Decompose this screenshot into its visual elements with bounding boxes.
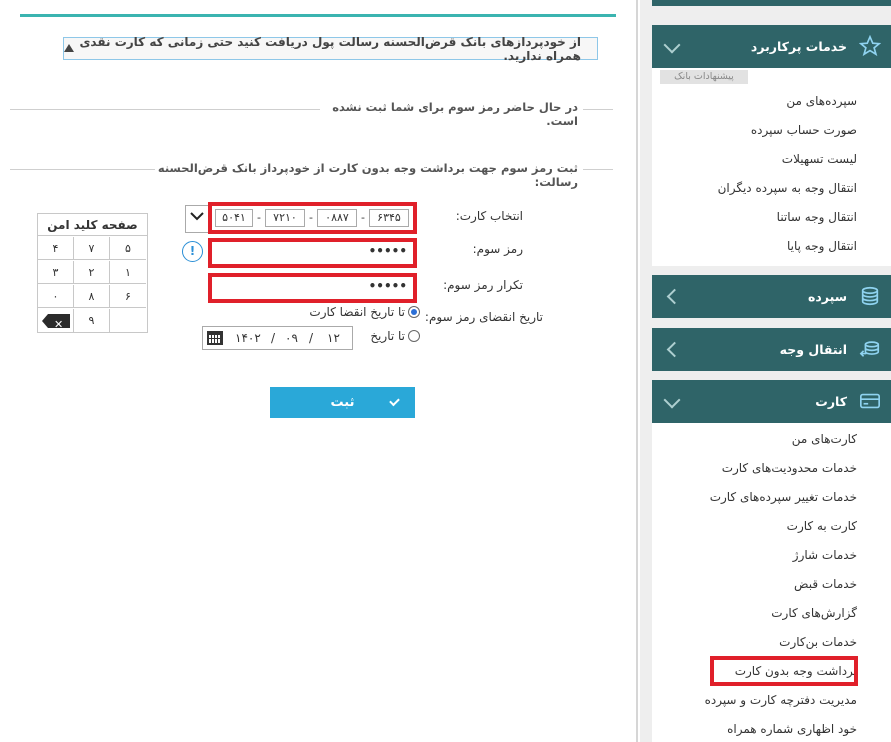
keypad-key[interactable]: ۴ xyxy=(38,237,74,260)
pin-confirm-value: ••••• xyxy=(368,279,407,293)
top-rule xyxy=(20,14,616,17)
card-number-select[interactable] xyxy=(208,202,417,234)
calendar-icon[interactable] xyxy=(207,331,223,345)
radio-custom-date-label: تا تاریخ xyxy=(370,329,405,343)
panel-divider xyxy=(636,0,638,742)
sidebar-top-bar xyxy=(652,0,891,6)
status-message: در حال حاضر رمز سوم برای شما ثبت نشده است. xyxy=(332,100,578,128)
keypad-key[interactable]: ۰ xyxy=(38,285,74,308)
divider xyxy=(10,169,155,170)
sidebar-item[interactable]: گزارش‌های کارت xyxy=(771,606,857,620)
sidebar-section-label: کارت xyxy=(815,394,847,409)
card-segment-1: ۶۳۴۵ xyxy=(369,209,409,227)
card-segment-2: ۰۸۸۷ xyxy=(317,209,357,227)
keypad-key[interactable]: ۶ xyxy=(110,285,146,308)
pin-confirm-input[interactable] xyxy=(208,273,417,303)
radio-button[interactable] xyxy=(408,330,420,342)
selected-item-highlight xyxy=(710,656,858,686)
sidebar-item[interactable]: انتقال وجه پایا xyxy=(786,239,857,253)
section-title: ثبت رمز سوم جهت برداشت وجه بدون کارت از خودپرداز بانک قرض‌الحسنه رسالت: xyxy=(157,161,578,189)
transfer-icon xyxy=(859,338,881,360)
keypad-key[interactable]: ۷ xyxy=(74,237,110,260)
backspace-icon: ✕ xyxy=(48,314,70,328)
pin-confirm-label: تکرار رمز سوم: xyxy=(443,278,523,292)
card-select-label: انتخاب کارت: xyxy=(455,209,523,223)
keypad-backspace-key[interactable] xyxy=(38,309,74,332)
pin-label: رمز سوم: xyxy=(472,242,523,256)
radio-card-expiry-label: تا تاریخ انقضا کارت xyxy=(309,305,405,319)
sidebar-item[interactable]: خود اظهاری شماره همراه xyxy=(727,722,857,736)
divider xyxy=(10,109,320,110)
sidebar-item[interactable]: صورت حساب سپرده xyxy=(750,123,857,137)
sidebar-item[interactable]: انتقال وجه به سپرده دیگران xyxy=(717,181,857,195)
chevron-down-icon[interactable] xyxy=(666,394,680,408)
sidebar-section-card[interactable] xyxy=(652,380,891,423)
sidebar-section-frequent[interactable] xyxy=(652,25,891,68)
date-separator: / xyxy=(309,331,314,345)
bank-suggestions-tag[interactable]: پیشنهادات بانک xyxy=(660,70,748,84)
coins-icon xyxy=(859,285,881,307)
sidebar-item[interactable]: خدمات شارژ xyxy=(792,548,857,562)
check-icon xyxy=(388,387,402,418)
keypad-key[interactable]: ۲ xyxy=(74,261,110,284)
date-day: ۱۲ xyxy=(327,331,340,345)
sidebar-item[interactable]: خدمات بن‌کارت xyxy=(779,635,857,649)
sidebar-section-label: سپرده xyxy=(808,289,847,304)
date-separator: / xyxy=(271,331,276,345)
chevron-down-icon[interactable] xyxy=(666,39,680,53)
sidebar-item[interactable]: کارت‌های من xyxy=(791,432,857,446)
chevron-left-icon[interactable] xyxy=(666,289,680,303)
star-icon xyxy=(859,35,881,57)
keypad-key[interactable]: ۹ xyxy=(74,309,110,332)
sidebar-section-transfer[interactable] xyxy=(652,328,891,371)
card-separator: - xyxy=(257,211,261,224)
pin-value: ••••• xyxy=(368,244,407,258)
sidebar-item[interactable]: خدمات قبض xyxy=(794,577,857,591)
keypad-key[interactable] xyxy=(110,309,146,332)
pin-input[interactable] xyxy=(208,238,417,268)
chevron-down-icon[interactable] xyxy=(188,207,206,225)
info-icon[interactable]: ! xyxy=(182,241,203,262)
radio-custom-date[interactable] xyxy=(355,329,420,343)
expiry-label: تاریخ انقضای رمز سوم: xyxy=(424,310,543,324)
sidebar-item-cardless-withdrawal[interactable]: برداشت وجه بدون کارت xyxy=(734,664,857,678)
date-input[interactable] xyxy=(202,326,353,350)
sidebar-item[interactable]: خدمات تغییر سپرده‌های کارت xyxy=(709,490,857,504)
chevron-left-icon[interactable] xyxy=(666,342,680,356)
sidebar-item[interactable]: کارت به کارت xyxy=(786,519,857,533)
collapse-arrow-icon[interactable] xyxy=(61,42,74,55)
submit-label: ثبت xyxy=(330,395,355,410)
sidebar-section-label: انتقال وجه xyxy=(779,342,847,357)
date-year: ۱۴۰۲ xyxy=(235,331,261,345)
card-segment-4: ۵۰۴۱ xyxy=(215,209,253,227)
card-segment-3: ۷۲۱۰ xyxy=(265,209,305,227)
notice-text: از خودپردازهای بانک قرض‌الحسنه رسالت پول دریافت کنید حتی زمانی که کارت نقدی همراه ندارید. xyxy=(79,34,581,63)
date-month: ۰۹ xyxy=(285,331,298,345)
sidebar-item[interactable]: مدیریت دفترچه کارت و سپرده xyxy=(704,693,857,707)
keypad-title: صفحه کلید امن xyxy=(38,214,147,236)
radio-card-expiry[interactable] xyxy=(300,305,420,319)
submit-button[interactable] xyxy=(270,387,415,418)
sidebar-item[interactable]: سپرده‌های من xyxy=(786,94,857,108)
card-separator: - xyxy=(361,211,365,224)
sidebar-section-label: خدمات پرکاربرد xyxy=(750,39,847,54)
sidebar xyxy=(640,0,891,742)
sidebar-item[interactable]: خدمات محدودیت‌های کارت xyxy=(721,461,857,475)
radio-button-checked[interactable] xyxy=(408,306,420,318)
sidebar-list-card xyxy=(652,423,891,742)
divider xyxy=(583,169,613,170)
sidebar-section-deposit[interactable] xyxy=(652,275,891,318)
sidebar-list-frequent xyxy=(652,68,891,266)
keypad-key[interactable]: ۵ xyxy=(110,237,146,260)
divider xyxy=(583,109,613,110)
card-separator: - xyxy=(309,211,313,224)
secure-keypad xyxy=(37,213,148,333)
notice-banner[interactable] xyxy=(63,34,598,63)
sidebar-item[interactable]: لیست تسهیلات xyxy=(781,152,857,166)
sidebar-item[interactable]: انتقال وجه ساتنا xyxy=(776,210,857,224)
credit-card-icon xyxy=(859,390,881,412)
keypad-key[interactable]: ۳ xyxy=(38,261,74,284)
keypad-key[interactable]: ۱ xyxy=(110,261,146,284)
keypad-key[interactable]: ۸ xyxy=(74,285,110,308)
